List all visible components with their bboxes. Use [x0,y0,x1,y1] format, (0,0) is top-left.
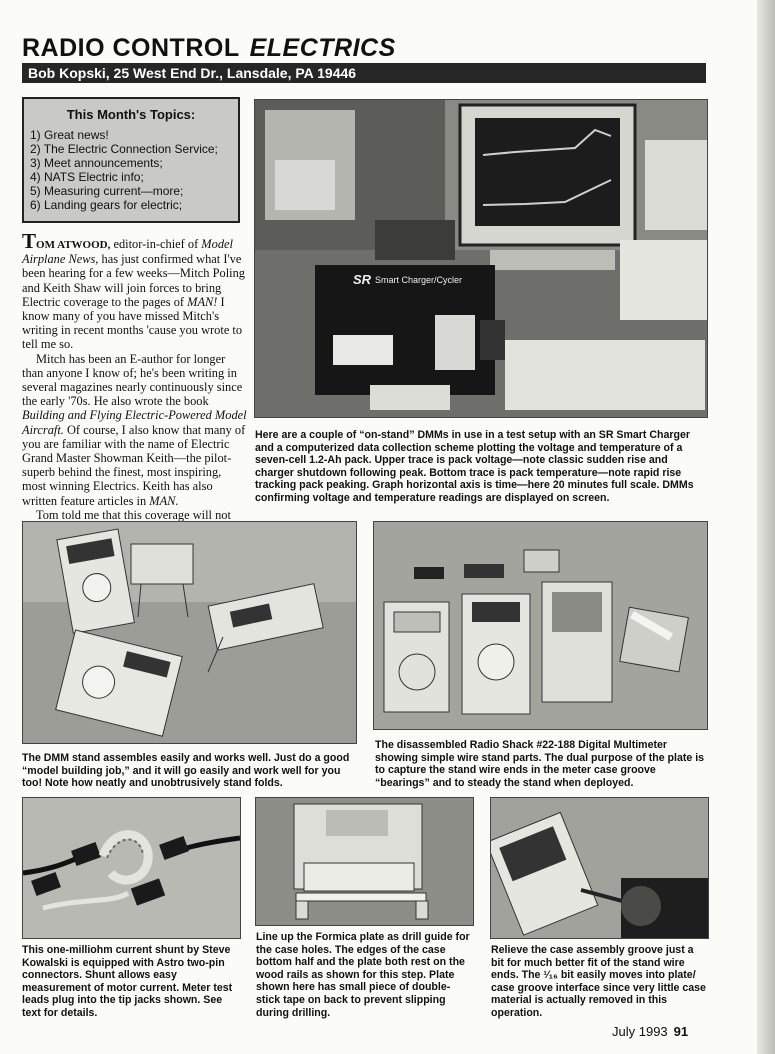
lead-name: OM ATWOOD, [36,239,111,251]
article-paragraph-3: Tom told me that this coverage will not [36,507,231,522]
article-text: editor-in-chief of [110,237,202,251]
topics-box [22,97,240,223]
disassembled-dmm-illustration [374,522,707,729]
topic-item: 2) The Electric Connection Service; [30,142,218,156]
issue-date: July 1993 [612,1024,668,1039]
article-italic: Model Airplane News, [22,237,233,267]
photo-test-setup [254,99,708,418]
page-edge [757,0,775,1054]
photo-disassembled-dmm [373,521,708,730]
article-italic: Building and Flying Electric-Powered Model Aircraft. [22,408,247,437]
photo-dmm-stand [22,521,357,744]
groove-drill-illustration [491,798,708,938]
topics-list [24,128,238,212]
topic-item: 6) Landing gears for electric; [30,198,183,212]
article-text: Of course, I also know that many of you are familiar with the name of Electric Grand Master Showman Keith—the pilot-superb behind the finest, most inspiring, most winning Electrics. Keith has also written feature articles in [22,422,246,508]
photo-current-shunt [22,797,241,939]
column-title [22,34,396,63]
photo-groove-drill [490,797,709,939]
formica-plate-illustration [256,798,473,925]
article-italic: MAN. [149,493,179,508]
caption-formica-plate: Line up the Formica plate as drill guide for the case holes. The edges of the case bottom half and the plate both rest on the wood rails as shown for this step. Plate shown here has small piece of double-stick tape on back to prevent slipping during drilling. [256,931,470,1019]
article-paragraph-2 [22,352,247,508]
topic-item: 5) Measuring current—more; [30,184,184,198]
caption-disassembled-dmm: The disassembled Radio Shack #22-188 Digital Multimeter showing simple wire stand parts. The dual purpose of the plate is to capture the stand wire ends in the meter case groove “bearings” and to steady the stand when deployed. [375,739,705,789]
page-number: 91 [673,1024,689,1039]
caption-test-setup: Here are a couple of “on-stand” DMMs in use in a test setup with an SR Smart Charger and a computerized data collection scheme plotting the voltage and temperature of a seven-cell 1.2-Ah pack. Upper trace is pack voltage—note classic sudden rise and charger shutdown following peak. Bottom trace is pack temperature—note rapid rise tracking pack peaking. Graph horizontal axis is time—here 20 minutes full scale. DMMs confirming voltage and temperature readings are displayed on screen. [255,429,694,504]
column-title-electrics: ELECTRICS [249,34,396,62]
drop-cap: T [22,229,37,253]
column-title-main: RADIO CONTROL [22,34,240,62]
article-paragraph-1 [22,229,247,352]
author-byline: Bob Kopski, 25 West End Dr., Lansdale, PA 19446 [22,63,706,83]
topic-item: 1) Great news! [30,128,109,142]
page-footer [612,1024,688,1039]
caption-current-shunt: This one-milliohm current shunt by Steve Kowalski is equipped with Astro two-pin connectors. Shunt allows easy measurement of motor current. Meter test leads plug into the tip jacks shown. See text for details. [22,944,233,1019]
charger-logo: SR [353,272,372,287]
current-shunt-illustration [23,798,240,938]
article-body [22,229,247,522]
caption-groove-drill: Relieve the case assembly groove just a bit for much better fit of the stand wire ends. The ¹⁄₁₆ bit easily moves into plate/ case groove interface since very little case material is actually removed in this operation. [491,944,706,1019]
article-text: Mitch has been an E-author for longer than anyone I know of; he's been writing in several magazines nearly continuously since the early '70s. He also wrote the book [22,351,243,409]
charger-label: Smart Charger/Cycler [375,275,463,285]
topics-heading: This Month's Topics: [66,107,196,122]
article-text: has just confirmed what I've been hearing for a few weeks—Mitch Poling and Keith Shaw will join forces to bring Electric coverage to the pages of [22,252,245,309]
article-text: I know many of you have missed Mitch's writing in recent months 'cause you wrote to tell me so. [22,294,243,352]
topic-item: 4) NATS Electric info; [30,170,144,184]
topic-item: 3) Meet announcements; [30,156,163,170]
caption-dmm-stand: The DMM stand assembles easily and works well. Just do a good “model building job,” and it will go easily and work well for you too! Note how neatly and unobtrusively stand folds. [22,752,350,790]
article-italic: MAN! [187,294,218,309]
test-setup-illustration [255,100,707,417]
photo-formica-plate [255,797,474,926]
dmm-stand-illustration [23,522,356,743]
